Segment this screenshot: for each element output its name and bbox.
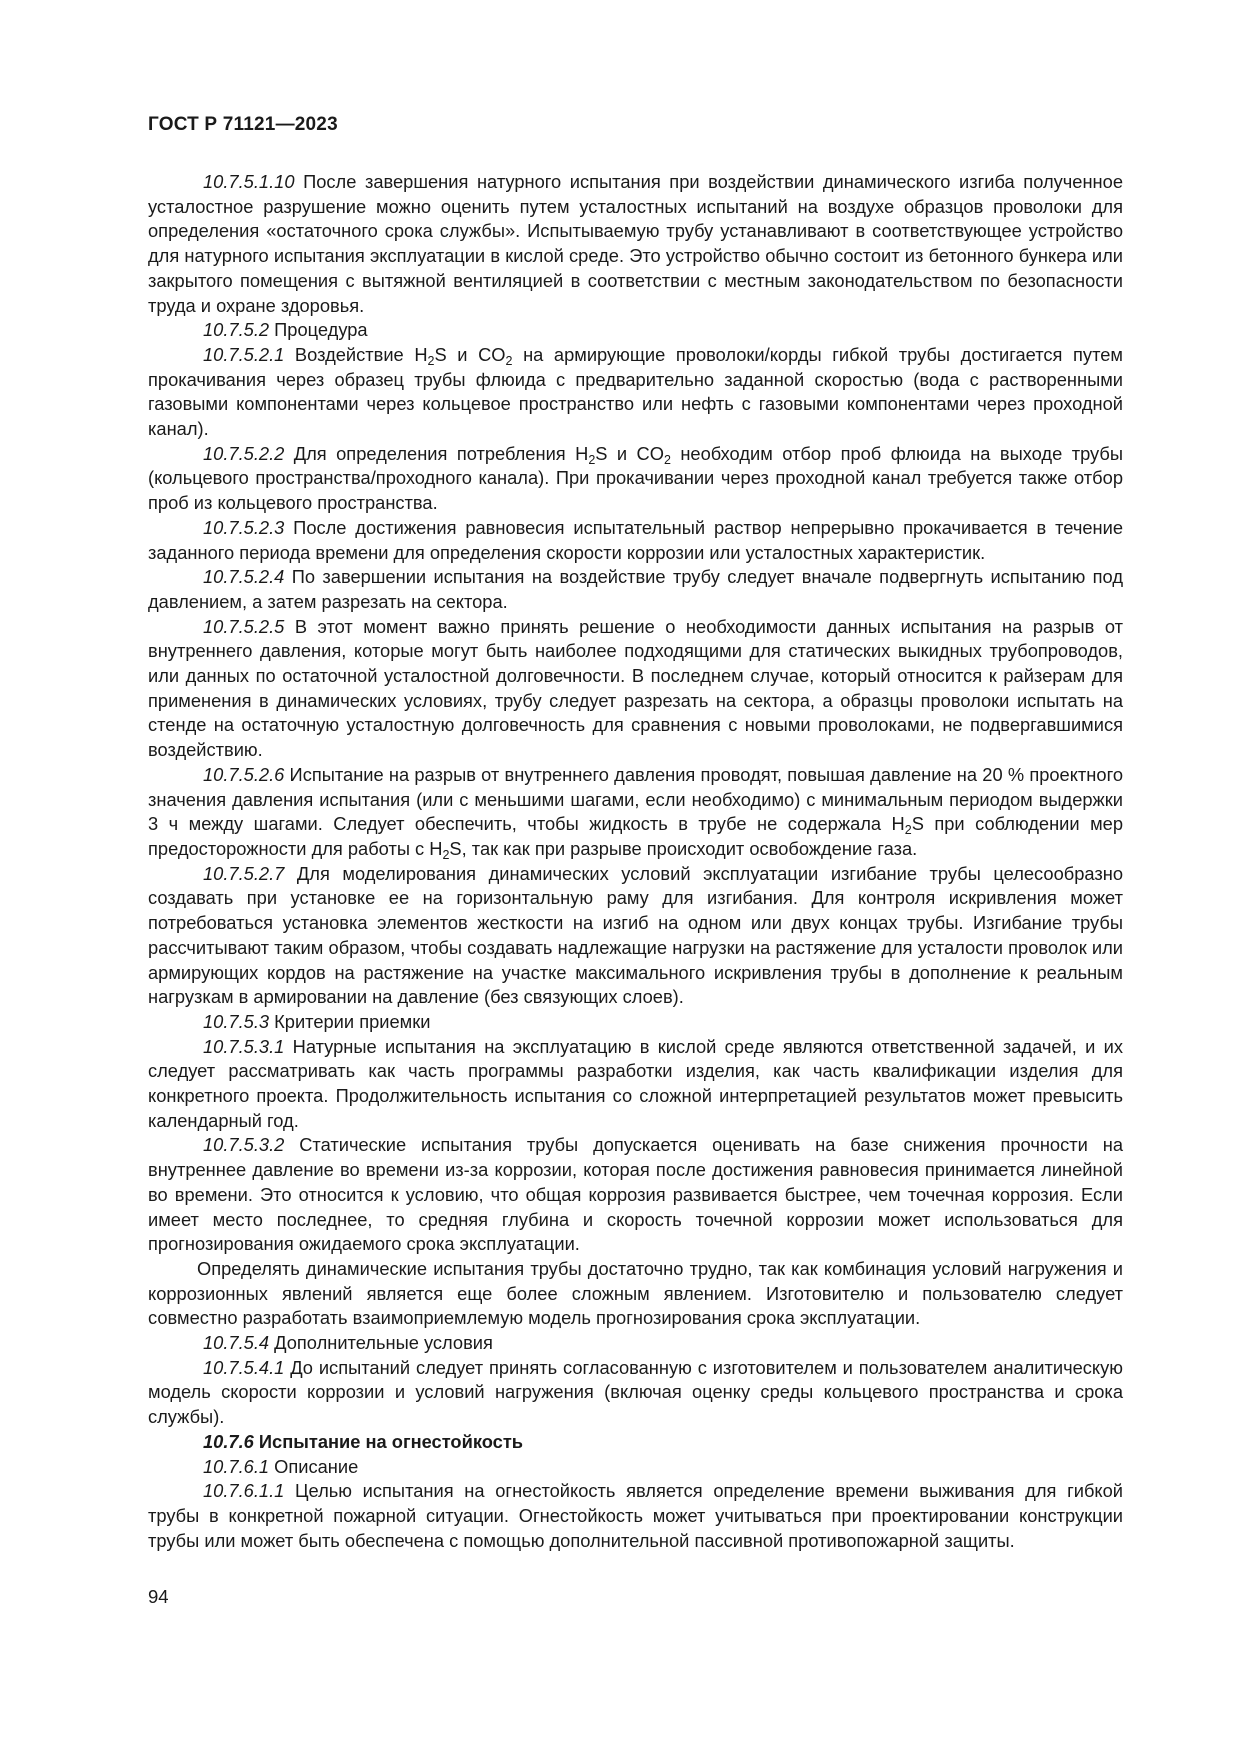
- paragraph-text: Целью испытания на огнестойкость является определение времени выживания для гибкой трубы в конкретной пожарной ситуации. Огнестойкость может учитываться при проектировании конструкции трубы или может быть обеспечена с помощью дополнительной пассивной противопожарной защиты.: [148, 1480, 1123, 1551]
- paragraph-text: До испытаний следует принять согласованную с изготовителем и пользователем аналитическую модель скорости коррозии и условий нагружения (включая оценку среды кольцевого пространства и срока службы).: [148, 1356, 1123, 1428]
- clause-number: 10.7.5.3.2: [203, 1134, 285, 1156]
- clause-number: 10.7.6: [203, 1430, 254, 1452]
- paragraph-10-7-5-3: [148, 1010, 1123, 1035]
- paragraph-10-7-5-2-7: [148, 862, 1123, 1010]
- paragraph-text: S и CO: [434, 343, 506, 365]
- clause-number: 10.7.5.2.7: [203, 862, 285, 884]
- paragraph-10-7-5-2: [148, 318, 1123, 343]
- paragraph-text: Испытание на разрыв от внутреннего давления проводят, повышая давление на 20 % проектного значения давления испытания (или с меньшими шагами, если необходимо) с минимальным периодом выдержки 3 ч между шагами. Следует обеспечить, чтобы жидкость в трубе не содержала H: [148, 763, 1123, 835]
- paragraph-10-7-6-1-1: [148, 1479, 1123, 1553]
- paragraph-10-7-5-4: [148, 1331, 1123, 1356]
- clause-number: 10.7.5.4: [203, 1332, 270, 1354]
- clause-number: 10.7.5.3.1: [203, 1035, 285, 1057]
- paragraph-text: Для моделирования динамических условий эксплуатации изгибание трубы целесообразно создавать при установке ее на горизонтальную раму для изгибания. Для контроля искривления может потребоваться установка элементов жесткости на изгиб на одном или двух концах трубы. Изгибание трубы рассчитывают таким образом, чтобы создавать надлежащие нагрузки на растяжение для усталости проволок или армирующих кордов на растяжение на участке максимального искривления трубы в дополнение к реальным нагрузкам в армировании на давление (без связующих слоев).: [148, 862, 1123, 1008]
- subscript: 2: [904, 823, 912, 838]
- paragraph-text: S и CO: [595, 442, 664, 464]
- page-number: 94: [148, 1586, 169, 1607]
- paragraph-10-7-5-2-6: [148, 763, 1123, 862]
- paragraph-10-7-5-2-2: [148, 442, 1123, 516]
- paragraph-text: Для определения потребления H: [284, 442, 589, 464]
- clause-title: Критерии приемки: [269, 1010, 431, 1032]
- document-body: [148, 170, 1123, 1553]
- clause-number: 10.7.5.2.3: [203, 516, 285, 538]
- section-heading-10-7-6: [148, 1430, 1123, 1455]
- subscript: 2: [588, 452, 596, 467]
- paragraph-text: S, так как при разрыве происходит освобождение газа.: [449, 837, 918, 859]
- paragraph-text: По завершении испытания на воздействие трубу следует вначале подвергнуть испытанию под давлением, а затем разрезать на сектора.: [148, 566, 1123, 612]
- clause-number: 10.7.5.2.4: [203, 566, 285, 588]
- document-header: ГОСТ Р 71121—2023: [148, 114, 338, 135]
- clause-number: 10.7.5.2.1: [203, 343, 285, 365]
- clause-number: 10.7.5.2.2: [203, 442, 285, 464]
- paragraph-10-7-5-2-5: [148, 615, 1123, 763]
- subscript: 2: [442, 847, 450, 862]
- clause-number: 10.7.6.1.1: [203, 1480, 285, 1502]
- paragraph-text: на армирующие проволоки/корды гибкой трубы достигается путем прокачивания через образец трубы флюида с предварительно заданной скоростью (вода с растворенными газовыми компонентами через кольцевое пространство или нефть с газовыми компонентами через проходной канал).: [148, 343, 1123, 440]
- clause-title: Процедура: [269, 319, 368, 341]
- clause-number: 10.7.5.2.5: [203, 615, 285, 637]
- clause-number: 10.7.5.2.6: [203, 763, 285, 785]
- paragraph-10-7-5-2-1: [148, 343, 1123, 442]
- clause-number: 10.7.6.1: [203, 1455, 270, 1477]
- paragraph-text: После завершения натурного испытания при воздействии динамического изгиба полученное усталостное разрушение можно оценить путем усталостных испытаний на воздухе образцов проволоки для определения «остаточного срока службы». Испытываемую трубу устанавливают в соответствующее устройство для натурного испытания эксплуатации в кислой среде. Это устройство обычно состоит из бетонного бункера или закрытого помещения с вытяжной вентиляцией в соответствии с местным законодательством по безопасности труда и охране здоровья.: [148, 171, 1123, 316]
- paragraph-10-7-5-1-10: [148, 170, 1123, 318]
- paragraph-text: необходим отбор проб флюида на выходе трубы (кольцевого пространства/проходного канала). При прокачивании через проходной канал требуется также отбор проб из кольцевого пространства.: [148, 442, 1123, 514]
- paragraph-10-7-5-2-3: [148, 516, 1123, 565]
- clause-title: Дополнительные условия: [269, 1332, 493, 1354]
- subscript: 2: [663, 452, 671, 467]
- paragraph-10-7-6-1: [148, 1455, 1123, 1480]
- paragraph-10-7-5-4-1: [148, 1356, 1123, 1430]
- paragraph-10-7-5-3-2: [148, 1133, 1123, 1257]
- paragraph-10-7-5-2-4: [148, 565, 1123, 614]
- paragraph-text: Определять динамические испытания трубы достаточно трудно, так как комбинация условий нагружения и коррозионных явлений является еще более сложным явлением. Изготовителю и пользователю следует совместно разработать взаимоприемлемую модель прогнозирования срока эксплуатации.: [148, 1257, 1123, 1329]
- paragraph-text: После достижения равновесия испытательный раствор непрерывно прокачивается в течение заданного периода времени для определения скорости коррозии или усталостных характеристик.: [148, 516, 1123, 563]
- paragraph-text: В этот момент важно принять решение о необходимости данных испытания на разрыв от внутреннего давления, которые могут быть наиболее подходящими для статических выкидных трубопроводов, или данных по остаточной усталостной долговечности. В последнем случае, который относится к райзерам для применения в динамических условиях, трубу следует разрезать на сектора, а образцы проволоки испытать на стенде на остаточную усталостную долговечность для сравнения с новыми проволоками, не подвергавшимися воздействию.: [148, 615, 1123, 761]
- subscript: 2: [427, 353, 435, 368]
- clause-number: 10.7.5.2: [203, 319, 270, 341]
- clause-number: 10.7.5.1.10: [203, 171, 295, 192]
- paragraph-text: Воздействие H: [284, 343, 428, 365]
- clause-number: 10.7.5.3: [203, 1010, 270, 1032]
- paragraph-text: S при соблюдении мер предосторожности для работы с H: [148, 813, 1123, 859]
- paragraph-text: Статические испытания трубы допускается оценивать на базе снижения прочности на внутреннее давление во времени из-за коррозии, которая после достижения равновесия принимается линейной во времени. Это относится к условию, что общая коррозия развивается быстрее, чем точечная коррозия. Если имеет место последнее, то средняя глубина и скорость точечной коррозии может использоваться для прогнозирования ожидаемого срока эксплуатации.: [148, 1134, 1123, 1255]
- subscript: 2: [505, 353, 513, 368]
- clause-title: Описание: [269, 1455, 359, 1477]
- paragraph-dynamic-tests: [148, 1257, 1123, 1331]
- section-title: Испытание на огнестойкость: [253, 1430, 524, 1452]
- paragraph-text: Натурные испытания на эксплуатацию в кислой среде являются ответственной задачей, и их следует рассматривать как часть программы разработки изделия, как часть квалификации изделия для конкретного проекта. Продолжительность испытания со сложной интерпретацией результатов может превысить календарный год.: [148, 1035, 1123, 1131]
- clause-number: 10.7.5.4.1: [203, 1356, 285, 1378]
- paragraph-10-7-5-3-1: [148, 1035, 1123, 1134]
